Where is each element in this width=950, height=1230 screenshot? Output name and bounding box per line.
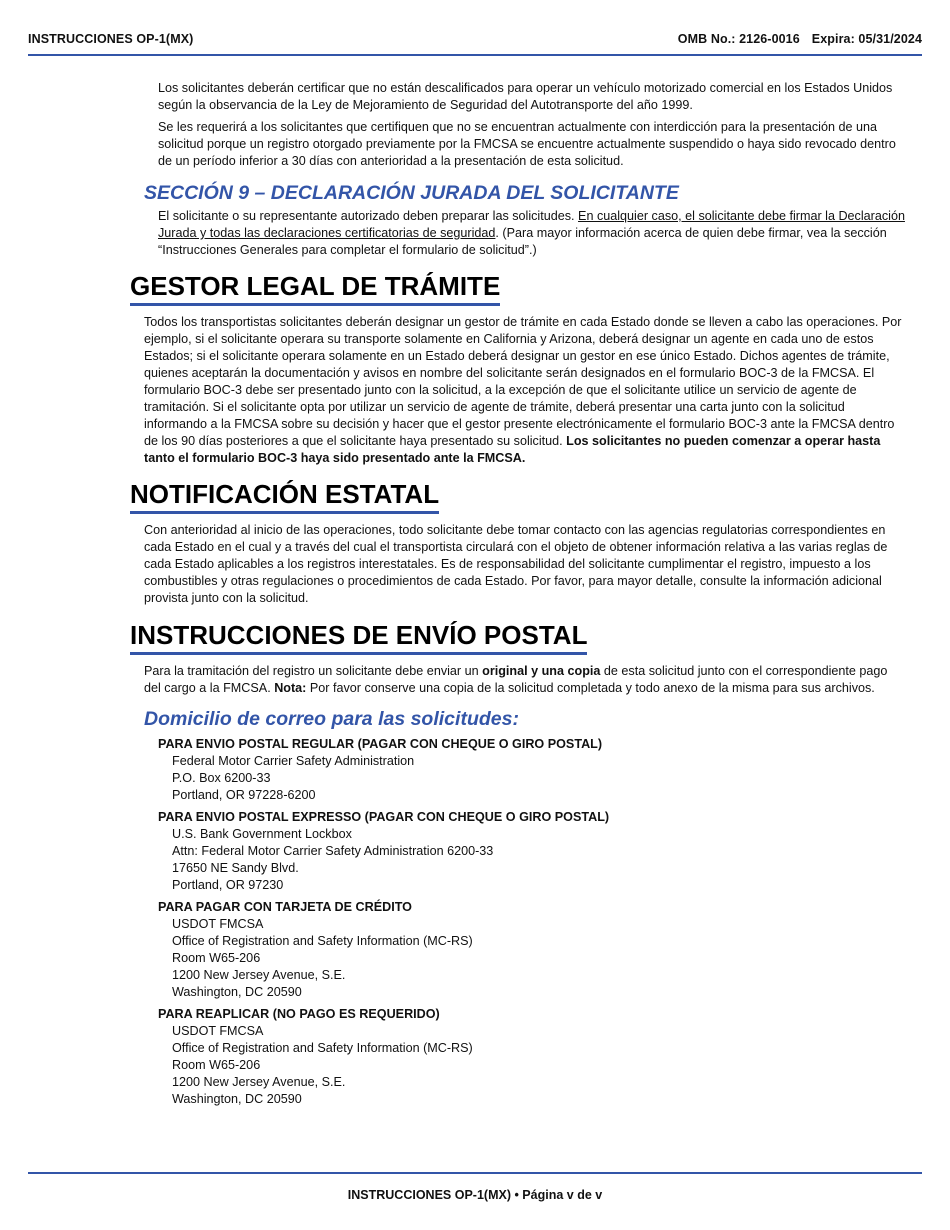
address-block-credit-card [158,899,950,1001]
notificacion-heading-wrap [130,479,950,514]
address-line: Office of Registration and Safety Information (MC-RS) [172,1041,473,1055]
address-title: PARA PAGAR CON TARJETA DE CRÉDITO [158,900,412,914]
page-header [28,30,922,50]
address-title: PARA REAPLICAR (NO PAGO ES REQUERIDO) [158,1007,440,1021]
section-9-title: SECCIÓN 9 – DECLARACIÓN JURADA DEL SOLICITANTE [144,182,679,204]
envio-note-label: Nota: [274,681,307,695]
address-line: Federal Motor Carrier Safety Administration [172,754,415,768]
section-9-text-a: El solicitante o su representante autorizado deben preparar las solicitudes. [158,209,579,223]
address-title: PARA ENVIO POSTAL REGULAR (PAGAR CON CHEQUE O GIRO POSTAL) [158,737,603,751]
gestor-heading: GESTOR LEGAL DE TRÁMITE [130,271,500,306]
envio-paragraph [144,663,906,697]
address-line: 1200 New Jersey Avenue, S.E. [172,968,346,982]
address-line: Washington, DC 20590 [172,1092,302,1106]
address-line: USDOT FMCSA [172,1024,264,1038]
envio-text-2: de esta solicitud junto con el correspondiente pago del cargo a la FMCSA. [144,664,888,695]
address-title: PARA ENVIO POSTAL EXPRESSO (PAGAR CON CHEQUE O GIRO POSTAL) [158,810,610,824]
omb-number: OMB No.: 2126-0016 [677,32,800,46]
address-block-express [158,809,950,894]
notificacion-heading: NOTIFICACIÓN ESTATAL [130,479,439,514]
address-line: Room W65-206 [172,1058,261,1072]
omb-info [678,32,922,46]
address-line: U.S. Bank Government Lockbox [172,827,352,841]
section-9-text-b: . (Para mayor información acerca de quien debe firmar, vea la sección “Instrucciones Generales para completar el formulario de solicitud”.) [158,226,887,257]
intro-paragraph-2: Se les requerirá a los solicitantes que certifiquen que no se encuentran actualmente con interdicción para la presentación de una solicitud porque un registro otorgado previamente por la FMCSA se encuentre actualmente suspendido o haya sido revocado dentro de un período inferior a 30 días con anterioridad a la presentación de esta solicitud. [158,120,896,168]
section-9-underlined: En cualquier caso, el solicitante debe firmar la Declaración Jurada y todas las declaraciones certificatorias de seguridad [158,209,905,240]
envio-text-1: Para la tramitación del registro un solicitante debe enviar un [144,664,483,678]
envio-heading-wrap [130,620,950,655]
page-content [0,80,950,1108]
address-line: Portland, OR 97228-6200 [172,788,316,802]
gestor-bold-text: Los solicitantes no pueden comenzar a operar hasta tanto el formulario BOC-3 haya sido presentado ante la FMCSA. [144,434,881,465]
envio-heading: INSTRUCCIONES DE ENVÍO POSTAL [130,620,587,655]
address-line: Portland, OR 97230 [172,878,284,892]
address-line: P.O. Box 6200-33 [172,771,271,785]
envio-text-3: Por favor conserve una copia de la solicitud completada y todo anexo de la misma para sus archivos. [306,681,875,695]
domicilio-title: Domicilio de correo para las solicitudes: [144,708,519,730]
gestor-paragraph [144,314,906,467]
header-divider [28,54,922,56]
intro-paragraph-1: Los solicitantes deberán certificar que no están descalificados para operar un vehículo motorizado comercial en los Estados Unidos según la observancia de la Ley de Mejoramiento de Seguridad del Autotransporte del año 1999. [158,81,893,112]
page-footer: INSTRUCCIONES OP-1(MX) • Página v de v [347,1188,603,1202]
envio-bold-1: original y una copia [482,664,601,678]
address-line: 17650 NE Sandy Blvd. [172,861,299,875]
footer-divider [28,1172,922,1174]
address-line: Washington, DC 20590 [172,985,302,999]
address-block-reapply [158,1006,950,1108]
section-9-paragraph [158,208,906,259]
address-line: Office of Registration and Safety Information (MC-RS) [172,934,473,948]
form-title: INSTRUCCIONES OP-1(MX) [28,32,194,46]
address-line: Room W65-206 [172,951,261,965]
address-line: Attn: Federal Motor Carrier Safety Administration 6200-33 [172,844,494,858]
gestor-text: Todos los transportistas solicitantes deberán designar un gestor de trámite en cada Estado donde se lleven a cabo las operaciones. Por ejemplo, si el solicitante operara su transporte solamente en California y Arizona, deberá designar un agente en cada uno de estos Estados; si el solicitante operara solamente en un Estado deberá designar un gestor en ese único Estado. Dichos agentes de trámite, quienes aceptarán la documentación y avisos en nombre del solicitante serán designados en el formulario BOC-3 de la FMCSA. El formulario BOC-3 debe ser presentado junto con la solicitud, a la excepción de que el solicitante utilice un servicio de agente de tramitación. Si el solicitante opta por utilizar un servicio de agente de trámite, deberá presentar una carta junto con la solicitud informando a la FMCSA sobre su decisión y hacer que el gestor presente electrónicamente el formulario BOC-3 ante la FMCSA dentro de los 90 días posteriores a que el solicitante haya presentado su solicitud. [144,315,902,448]
address-line: 1200 New Jersey Avenue, S.E. [172,1075,346,1089]
address-line: USDOT FMCSA [172,917,264,931]
expiration-date: Expira: 05/31/2024 [811,32,922,46]
address-block-regular [158,736,950,804]
gestor-heading-wrap [130,271,950,306]
notificacion-paragraph: Con anterioridad al inicio de las operaciones, todo solicitante debe tomar contacto con las agencias regulatorias correspondientes en cada Estado en el cual y a través del cual el transportista circulará con el objeto de obtener información relativa a las varias reglas de cada Estado aplicables a los registros interestatales. Es de responsabilidad del solicitante cumplimentar el registro, impuesto a los combustibles y otras regulaciones o procedimientos de cada Estado. Por favor, para mayor detalle, consulte la información adicional provista junto con la solicitud. [144,523,888,605]
